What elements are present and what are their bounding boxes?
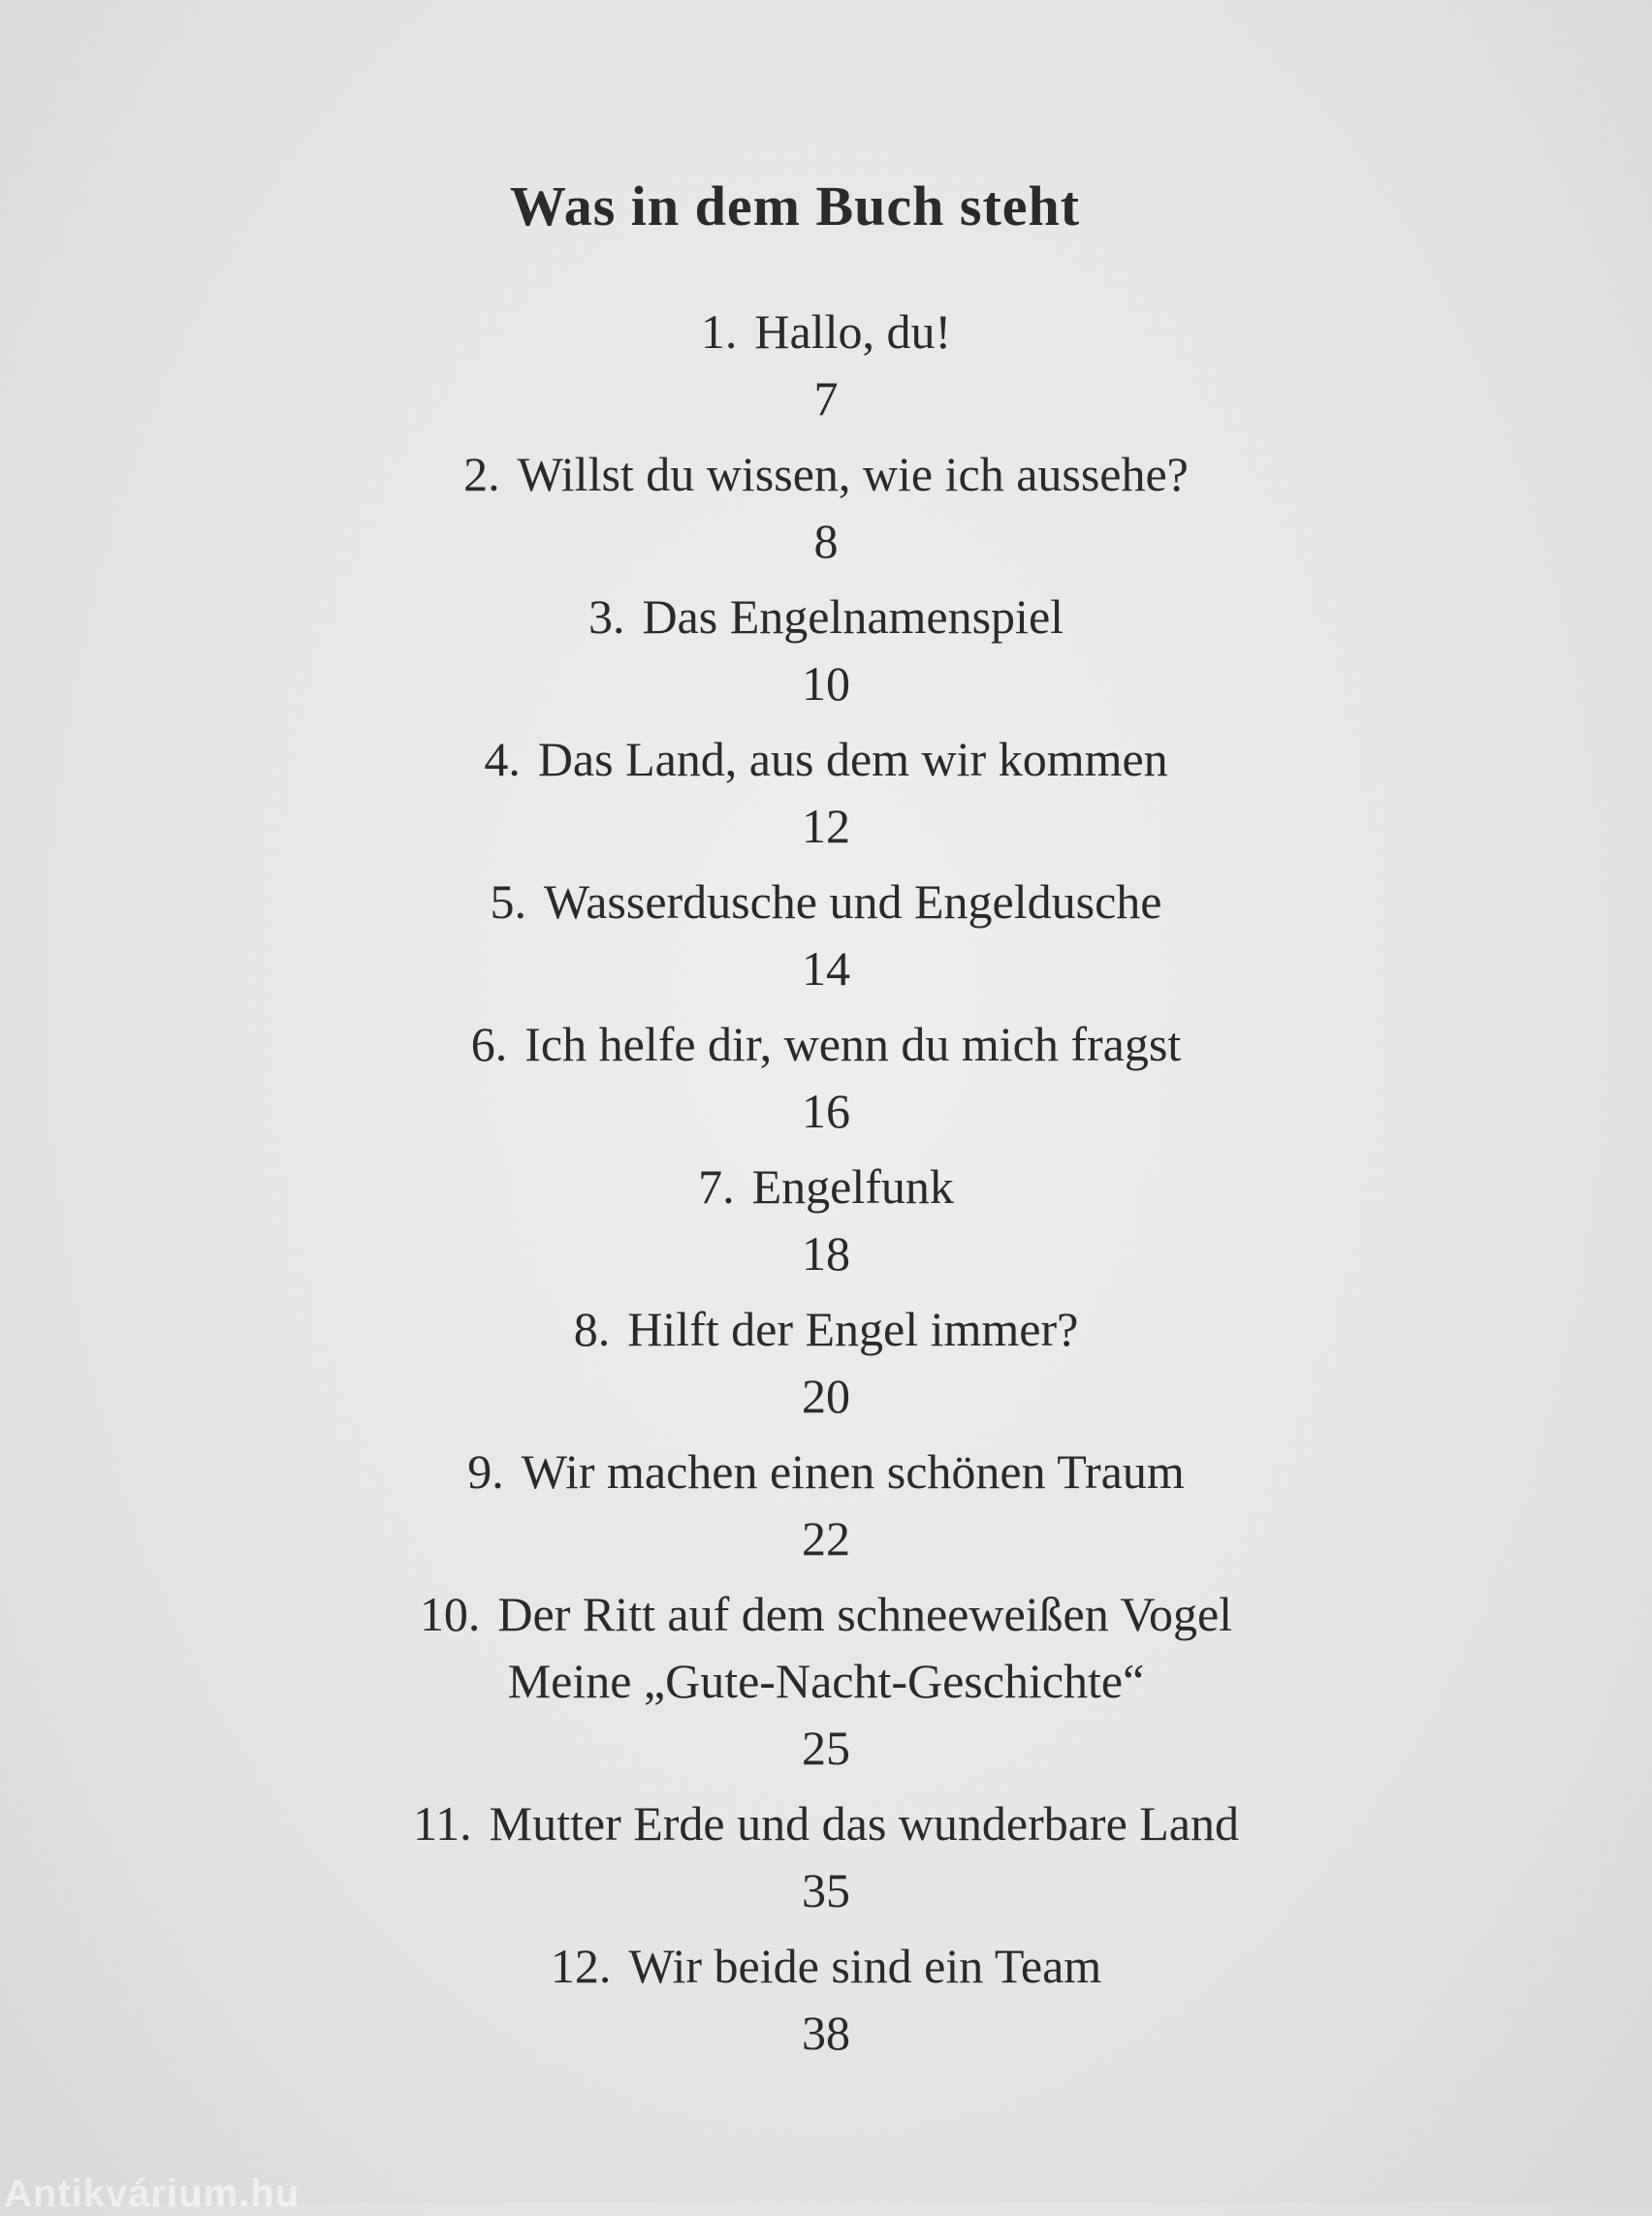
table-of-contents [0, 299, 1652, 2075]
entry-page-number: 18 [802, 1226, 850, 1281]
entry-page-number: 35 [802, 1863, 850, 1917]
entry-number: 11. [413, 1796, 472, 1851]
entry-title-line [0, 726, 1652, 793]
entry-page-number: 20 [802, 1369, 850, 1423]
entry-page-number: 22 [802, 1511, 850, 1566]
entry-subtitle: Meine „Gute-Nacht-Geschichte“ [507, 1654, 1145, 1708]
entry-title: Wir machen einen schönen Traum [521, 1444, 1185, 1499]
entry-page-number: 7 [813, 371, 839, 426]
entry-number: 7. [698, 1159, 735, 1214]
entry-title-line [0, 584, 1652, 650]
entry-number: 2. [463, 447, 500, 501]
entry-page-number: 16 [802, 1084, 850, 1138]
entry-title: Das Engelnamenspiel [642, 589, 1064, 644]
entry-title-line [0, 1011, 1652, 1078]
entry-page-number: 8 [813, 514, 839, 568]
toc-entry [0, 1790, 1652, 1924]
entry-title: Wir beide sind ein Team [628, 1939, 1102, 1993]
entry-title: Hallo, du! [754, 304, 952, 359]
toc-entry [0, 299, 1652, 432]
entry-number: 4. [484, 732, 521, 786]
entry-number: 12. [550, 1939, 612, 1993]
toc-entry [0, 726, 1652, 860]
entry-title: Engelfunk [751, 1159, 954, 1214]
toc-entry [0, 1933, 1652, 2067]
entry-title-line [0, 1154, 1652, 1220]
entry-title-line [0, 1296, 1652, 1363]
entry-number: 8. [573, 1302, 611, 1356]
toc-entry [0, 869, 1652, 1002]
entry-page-number: 14 [802, 941, 850, 996]
entry-number: 10. [419, 1587, 481, 1641]
toc-entry [0, 1581, 1652, 1782]
entry-title-line [0, 1790, 1652, 1857]
entry-number: 5. [490, 874, 527, 929]
toc-entry [0, 1439, 1652, 1572]
entry-number: 1. [700, 304, 738, 359]
entry-title: Das Land, aus dem wir kommen [537, 732, 1168, 786]
entry-title: Der Ritt auf dem schneeweißen Vogel [497, 1587, 1233, 1641]
entry-number: 3. [588, 589, 625, 644]
entry-title: Willst du wissen, wie ich aussehe? [517, 447, 1189, 501]
entry-title-line [0, 1933, 1652, 2000]
entry-title: Mutter Erde und das wunderbare Land [489, 1796, 1239, 1851]
entry-title-line [0, 1581, 1652, 1648]
entry-title: Hilft der Engel immer? [627, 1302, 1079, 1356]
page-title: Was in dem Buch steht [509, 174, 1081, 237]
toc-entry [0, 1296, 1652, 1430]
entry-title: Wasserdusche und Engeldusche [544, 874, 1162, 929]
entry-title-line [0, 441, 1652, 508]
toc-entry [0, 584, 1652, 717]
entry-page-number: 38 [802, 2006, 850, 2060]
toc-entry [0, 1011, 1652, 1145]
entry-title-line [0, 869, 1652, 935]
entry-page-number: 10 [802, 656, 850, 711]
entry-page-number: 25 [802, 1721, 850, 1775]
entry-number: 9. [467, 1444, 504, 1499]
watermark: Antikvárium.hu [4, 2172, 301, 2215]
toc-entry [0, 441, 1652, 575]
entry-title-line [0, 299, 1652, 365]
entry-title: Ich helfe dir, wenn du mich fragst [524, 1017, 1182, 1071]
toc-entry [0, 1154, 1652, 1287]
entry-title-line [0, 1439, 1652, 1505]
entry-number: 6. [470, 1017, 508, 1071]
entry-page-number: 12 [802, 799, 850, 853]
